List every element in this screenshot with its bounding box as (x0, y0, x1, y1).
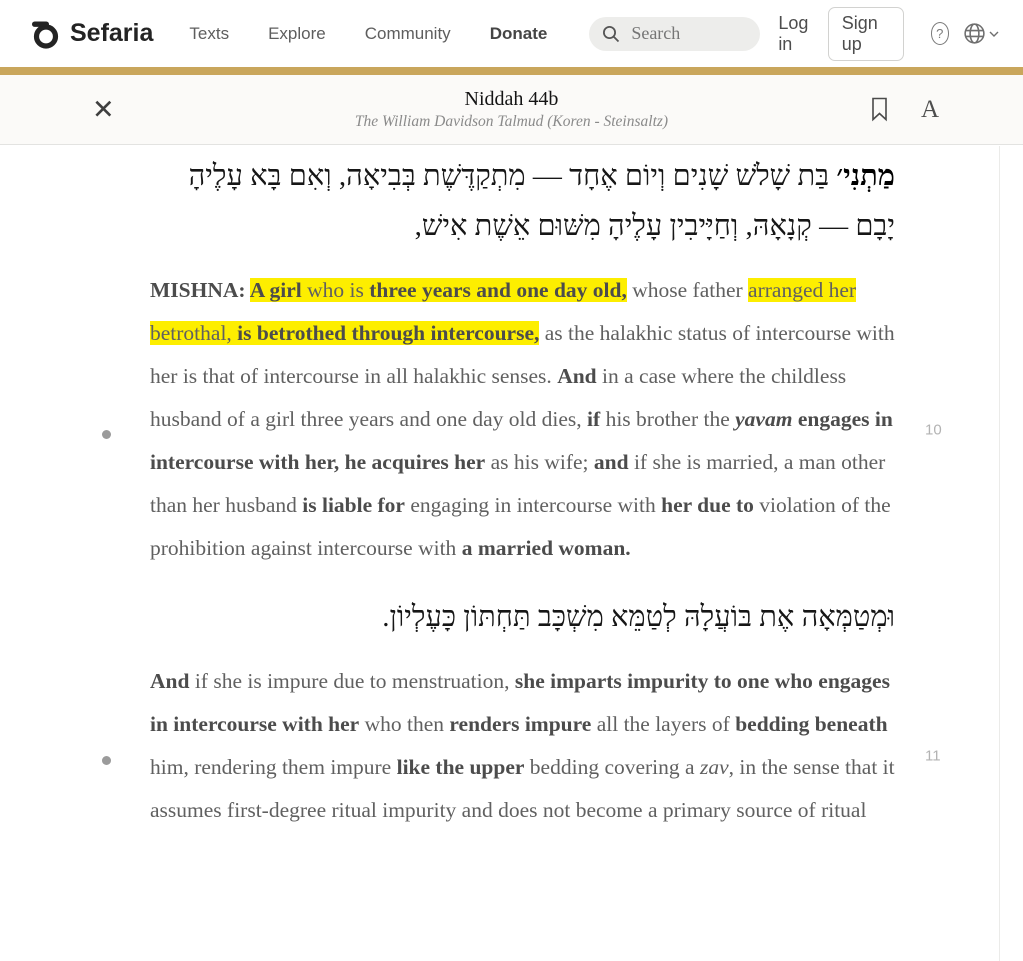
signup-button[interactable]: Sign up (828, 7, 904, 61)
text-segment[interactable] (150, 592, 941, 832)
segment-dot (102, 430, 111, 439)
nav-link-texts[interactable]: Texts (189, 23, 230, 43)
accent-bar (0, 67, 1023, 75)
segment-number: 11 (925, 747, 941, 765)
english-row (150, 269, 942, 570)
top-navbar (0, 0, 1023, 67)
reader-titles[interactable] (355, 88, 668, 131)
search-box[interactable] (589, 17, 760, 51)
close-icon[interactable]: ✕ (92, 94, 115, 125)
sefaria-logo[interactable] (30, 18, 153, 50)
english-text[interactable]: MISHNA: A girl who is three years and one day old, whose father arranged her betrothal, is betrothed through intercourse, as the halakhic status of intercourse with her is that of intercourse in all halakhic senses. And in a case where the childless husband of a girl three years and one day old dies, if his brother the yavam engages in intercourse with her, he acquires her as his wife; and if she is married, a man other than her husband is liable for engaging in intercourse with her due to violation of the prohibition against intercourse with a married woman. (150, 278, 895, 560)
nav-link-community[interactable]: Community (364, 23, 451, 43)
nav-links (189, 24, 547, 44)
search-icon (601, 24, 621, 44)
font-size-toggle[interactable]: A (920, 95, 939, 123)
reader-header-icons (871, 96, 939, 124)
login-link[interactable]: Log in (778, 12, 809, 54)
bookmark-icon[interactable] (871, 97, 888, 122)
segment-number: 10 (925, 421, 942, 438)
english-text[interactable]: And if she is impure due to menstruation, she imparts impurity to one who engages in intercourse with her who then renders impure all the layers of bedding beneath him, rendering them impure like the upper bedding covering a zav, in the sense that it assumes first-degree ritual impurity and does not become a primary source of ritual (150, 669, 895, 822)
logo-text: Sefaria (70, 19, 154, 47)
version-title: The William Davidson Talmud (Koren - Steinsaltz) (354, 113, 669, 130)
language-globe-icon[interactable] (962, 21, 999, 46)
reader-header (0, 75, 1023, 145)
reader-content (0, 145, 1023, 960)
panel-divider (999, 146, 1000, 961)
english-row (150, 660, 941, 832)
search-input[interactable] (629, 22, 748, 45)
hebrew-text[interactable]: וּמְטַמְּאָה אֶת בּוֹעֲלָהּ לְטַמֵּא מִשְׁכָּב תַּחְתּוֹן כָּעֶלְיוֹן. (382, 601, 895, 633)
segment-dot (102, 756, 111, 765)
text-segment[interactable] (150, 151, 942, 570)
segments (150, 145, 942, 832)
nav-link-donate[interactable]: Donate (489, 23, 548, 43)
nav-link-explore[interactable]: Explore (268, 23, 326, 43)
chevron-down-icon (989, 30, 999, 38)
hebrew-text[interactable]: מַתְנִי׳ בַּת שָׁלֹשׁ שָׁנִים וְיוֹם אֶחָד — מִתְקַדֶּשֶׁת בְּבִיאָה, וְאִם בָּא עָלֶיהָ יָבָם — קְנָאָהּ, וְחַיָּיבִין עָלֶיהָ מִשּׁוּם אֵשֶׁת אִישׁ, (188, 160, 895, 242)
sefaria-logo-icon (30, 18, 61, 50)
page-title: Niddah 44b (464, 88, 559, 110)
help-icon[interactable]: ? (931, 22, 949, 45)
